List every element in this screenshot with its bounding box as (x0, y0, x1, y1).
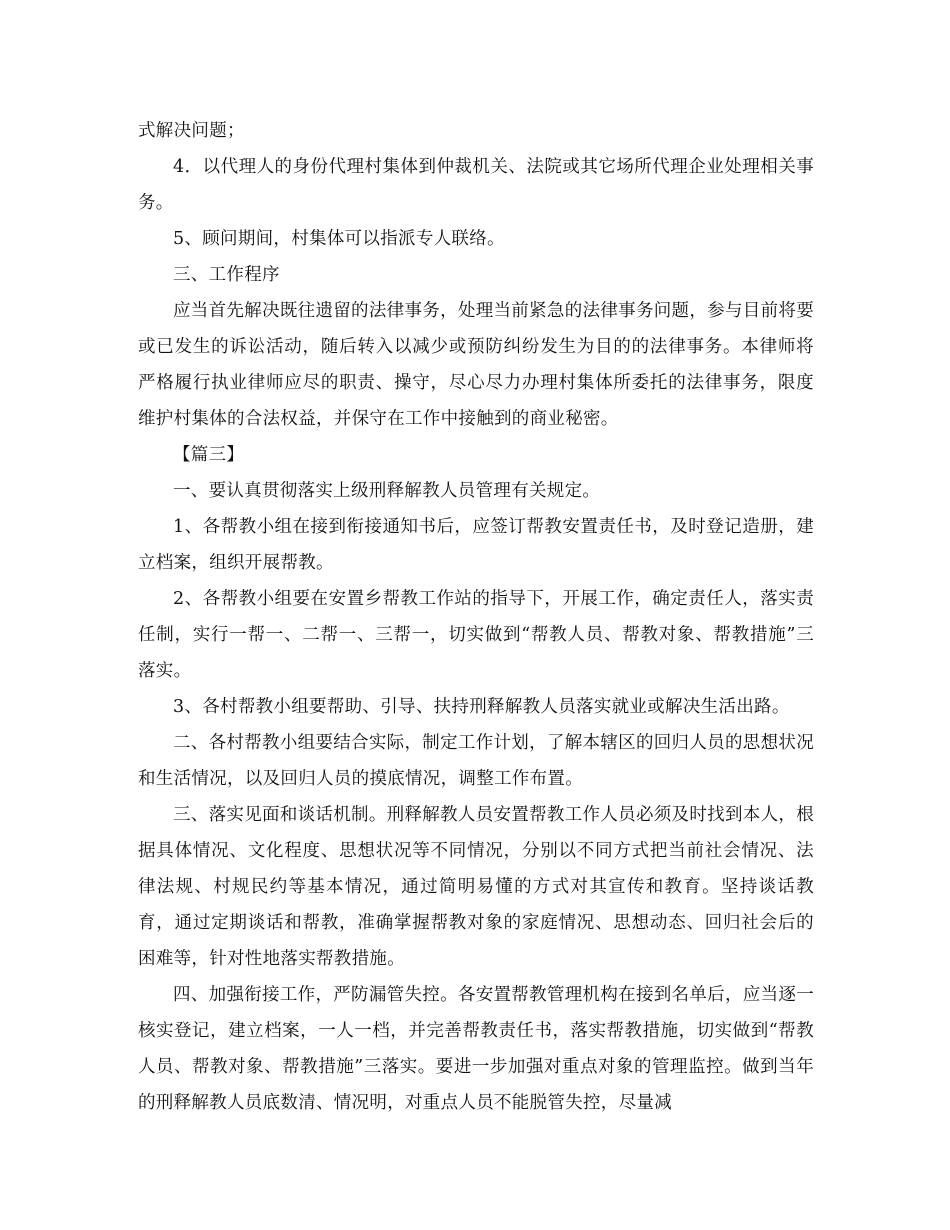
paragraph-point-three: 三、落实见面和谈话机制。刑释解教人员安置帮教工作人员必须及时找到本人，根据具体情况、文化程度、思想状况等不同情况，分别以不同方式把当前社会情况、法律法规、村规民约等基本情况，通过简明易懂的方式对其宣传和教育。坚持谈话教育，通过定期谈话和帮教，准确掌握帮教对象的家庭情况、思想动态、回归社会后的困难等，针对性地落实帮教措施。 (138, 805, 814, 969)
heading-point-one: 一、要认真贯彻落实上级刑释解教人员管理有关规定。 (173, 481, 601, 501)
document-page (138, 113, 814, 1121)
paragraph-subitem-2: 2、各帮教小组要在安置乡帮教工作站的指导下，开展工作，确定责任人，落实责任制，实行一帮一、二帮一、三帮一，切实做到“帮教人员、帮教对象、帮教措施”三落实。 (138, 589, 814, 681)
paragraph-item-5: 5、顾问期间，村集体可以指派专人联络。 (173, 229, 505, 249)
paragraph-continuation: 式解决问题； (138, 121, 245, 141)
paragraph-procedure-body: 应当首先解决既往遗留的法律事务，处理当前紧急的法律事务问题，参与目前将要或已发生的诉讼活动，随后转入以减少或预防纠纷发生为目的的法律事务。本律师将严格履行执业律师应尽的职责、操守，尽心尽力办理村集体所委托的法律事务，限度维护村集体的合法权益，并保守在工作中接触到的商业秘密。 (138, 301, 814, 429)
paragraph-item-4: 4．以代理人的身份代理村集体到仲裁机关、法院或其它场所代理企业处理相关事务。 (138, 157, 814, 213)
paragraph-point-two: 二、各村帮教小组要结合实际，制定工作计划，了解本辖区的回归人员的思想状况和生活情况，以及回归人员的摸底情况，调整工作布置。 (138, 733, 814, 789)
section-heading-part-three: 【篇三】 (173, 445, 245, 465)
paragraph-subitem-1: 1、各帮教小组在接到衔接通知书后，应签订帮教安置责任书，及时登记造册，建立档案，组织开展帮教。 (138, 517, 814, 573)
paragraph-point-four: 四、加强衔接工作，严防漏管失控。各安置帮教管理机构在接到名单后，应当逐一核实登记，建立档案，一人一档，并完善帮教责任书，落实帮教措施，切实做到“帮教人员、帮教对象、帮教措施”三落实。要进一步加强对重点对象的管理监控。做到当年的刑释解教人员底数清、情况明，对重点人员不能脱管失控，尽量减 (138, 985, 814, 1113)
heading-work-procedure: 三、工作程序 (173, 265, 280, 285)
paragraph-subitem-3: 3、各村帮教小组要帮助、引导、扶持刑释解教人员落实就业或解决生活出路。 (173, 697, 790, 717)
